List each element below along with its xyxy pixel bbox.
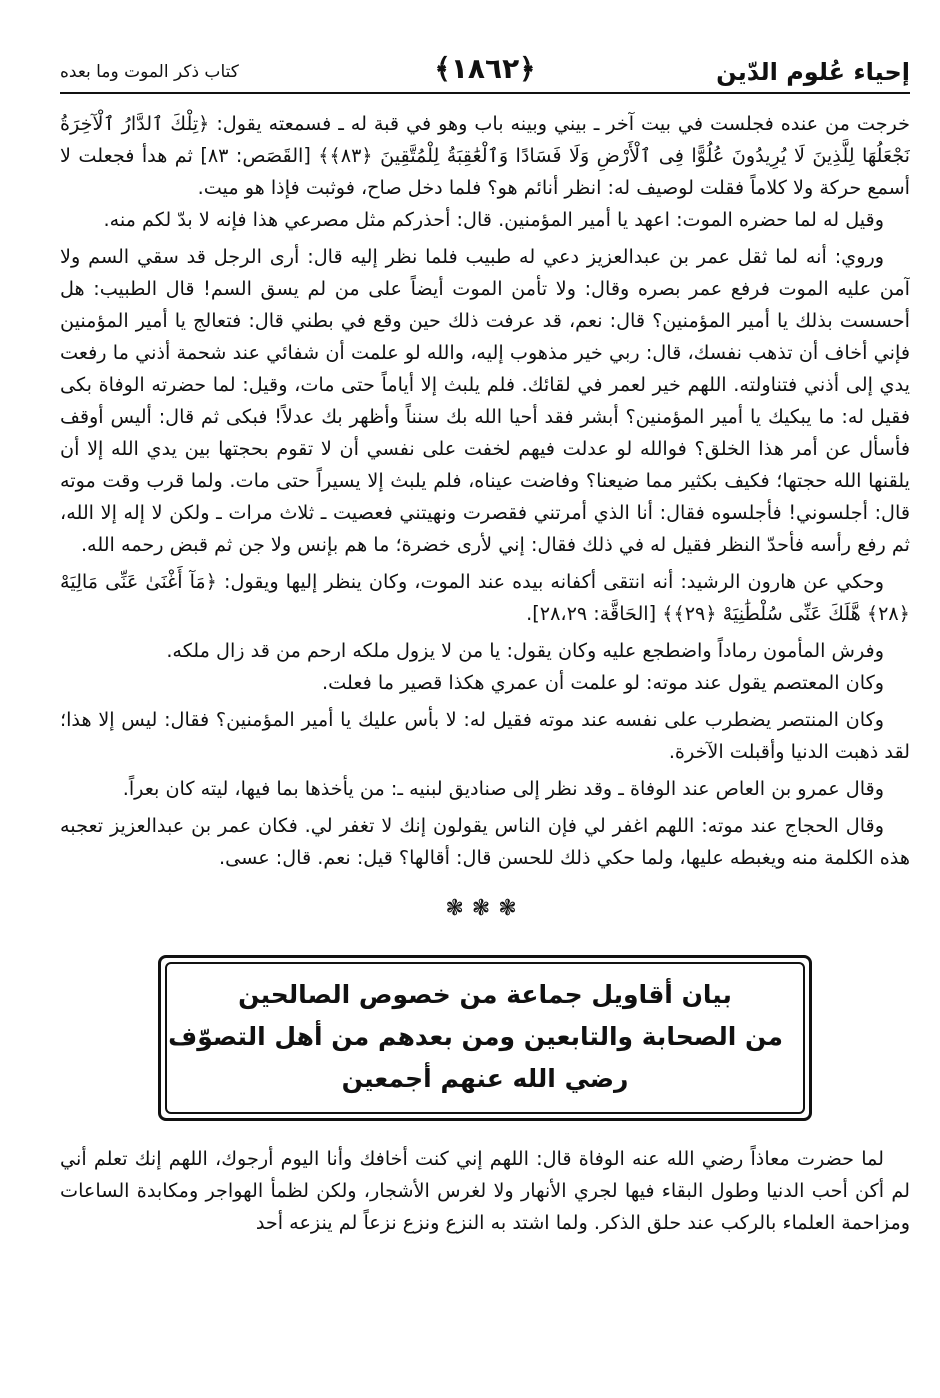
paragraph-6: وكان المعتصم يقول عند موته: لو علمت أن عمري هكذا قصير ما فعلت. — [322, 671, 884, 694]
page-content — [60, 94, 910, 1239]
paragraph-7: وكان المنتصر يضطرب على نفسه عند موته فقيل له: لا بأس عليك يا أمير المؤمنين؟ فقال: ليس إلا هذا؛ لقد ذهبت الدنيا وأقبلت الآخرة. — [60, 708, 910, 763]
section-title — [165, 962, 805, 1114]
section-title-line-3: رضي الله عنهم أجمعين — [341, 1064, 629, 1093]
paragraph-5: وفرش المأمون رماداً واضطجع عليه وكان يقول: يا من لا يزول ملكه ارحم من قد زال ملكه. — [166, 639, 884, 662]
paragraph-8: وقال عمرو بن العاص عند الوفاة ـ وقد نظر إلى صناديق لبنيه ـ: من يأخذها بما فيها، ليته كان بعراً. — [122, 777, 884, 800]
page-number: ﴿١٨٦٢﴾ — [434, 52, 536, 85]
section-title-box — [158, 955, 812, 1121]
page-header — [60, 50, 910, 94]
paragraph-9: وقال الحجاج عند موته: اللهم اغفر لي فإن الناس يقولون إنك لا تغفر لي. فكان عمر بن عبدالعزيز تعجبه هذه الكلمة منه ويغبطه عليها، ولما حكي ذلك للحسن قال: أقالها؟ قيل: نعم. قال: عسى. — [60, 814, 910, 869]
paragraph-4: وحكي عن هارون الرشيد: أنه انتقى أكفانه بيده عند الموت، وكان ينظر إليها ويقول: ﴿مَآ أَغْنَىٰ عَنِّى مَالِيَهْ ﴿٢٨﴾ هَّلَكَ عَنِّى سُلْطَٰنِيَهْ ﴿٢٩﴾﴾ [الحَاقَّة: ٢٨،٢٩]. — [60, 570, 910, 625]
paragraph-1: خرجت من عنده فجلست في بيت آخر ـ بيني وبينه باب وهو في قبة له ـ فسمعته يقول: ﴿تِلْكَ ٱلدَّارُ ٱلْآخِرَةُ نَجْعَلُهَا لِلَّذِينَ لَا يُرِيدُونَ عُلُوًّا فِى ٱلْأَرْضِ وَلَا فَسَادًا وَٱلْعَٰقِبَةُ لِلْمُتَّقِينَ ﴿٨٣﴾﴾ [القَصَص: ٨٣] ثم هدأ فجعلت لا أسمع حركة ولا كلاماً فقلت لوصيف له: انظر أنائم هو؟ فلما دخل صاح، فوثبت فإذا هو ميت. — [60, 112, 910, 199]
chapter-title: كتاب ذكر الموت وما بعده — [60, 62, 239, 82]
book-title: إحياء عُلوم الدّين — [716, 58, 910, 86]
book-page — [60, 50, 910, 1380]
paragraph-3: وروي: أنه لما ثقل عمر بن عبدالعزيز دعي له طبيب فلما نظر إليه قال: أرى الرجل قد سقي السم ولا آمن عليه الموت فرفع عمر بصره وقال: ولا تأمن الموت أيضاً على من لم يسق السم! قال الطبيب: هل أحسست بذلك يا أمير المؤمنين؟ قال: نعم، قد عرفت ذلك حين وقع في بطني قال: فتعالج يا أمير المؤمنين فإني أخاف أن تذهب نفسك، قال: ربي خير مذهوب إليه، والله لو علمت أن شفائي عند شحمة أذني ما رفعت يدي إلى أذني فتناولته. اللهم خير لعمر في لقائك. فلم يلبث إلا أياماً حتى مات، وقيل: لما حضرته الوفاة بكى فقيل له: ما يبكيك يا أمير المؤمنين؟ أبشر فقد أحيا الله بك سنناً وأظهر بك عدلاً! فبكى ثم قال: أليس أوقف فأسأل عن أمر هذا الخلق؟ فوالله لو عدلت فيهم لخفت على نفسي أن لا تقوم بحجتها بين يدي الله إلا أن يلقنها الله حجتها؛ فكيف بكثير مما ضيعنا؟ وفاضت عيناه، فلم يلبث إلا يسيراً حتى مات. ولما قرب وقت موته قال: أجلسوني! فأجلسوه فقال: أنا الذي أمرتني فقصرت ونهيتني فعصيت ـ ثلاث مرات ـ ولكن لا إله إلا الله، ثم رفع رأسه فأحدّ النظر فقيل له في ذلك فقال: إني لأرى خضرة؛ ما هم بإنس ولا جن ثم قبض رحمه الله. — [60, 245, 910, 556]
paragraph-10: لما حضرت معاذاً رضي الله عنه الوفاة قال: اللهم إني كنت أخافك وأنا اليوم أرجوك، اللهم إنك تعلم أني لم أكن أحب الدنيا وطول البقاء فيها لجري الأنهار ولا لغرس الأشجار، ولكن لظمأ الهواجر ومكابدة الساعات ومزاحمة العلماء بالركب عند حلق الذكر. ولما اشتد به النزع ونزع نزعاً لم ينزعه أحد — [60, 1147, 910, 1234]
section-separator: ❃❃❃ — [445, 896, 525, 921]
section-title-line-1: بيان أقاويل جماعة من خصوص الصالحين — [238, 980, 732, 1009]
paragraph-2: وقيل له لما حضره الموت: اعهد يا أمير المؤمنين. قال: أحذركم مثل مصرعي هذا فإنه لا بدّ لكم منه. — [103, 208, 884, 231]
section-title-line-2: من الصحابة والتابعين ومن بعدهم من أهل التصوّف — [168, 1022, 783, 1051]
